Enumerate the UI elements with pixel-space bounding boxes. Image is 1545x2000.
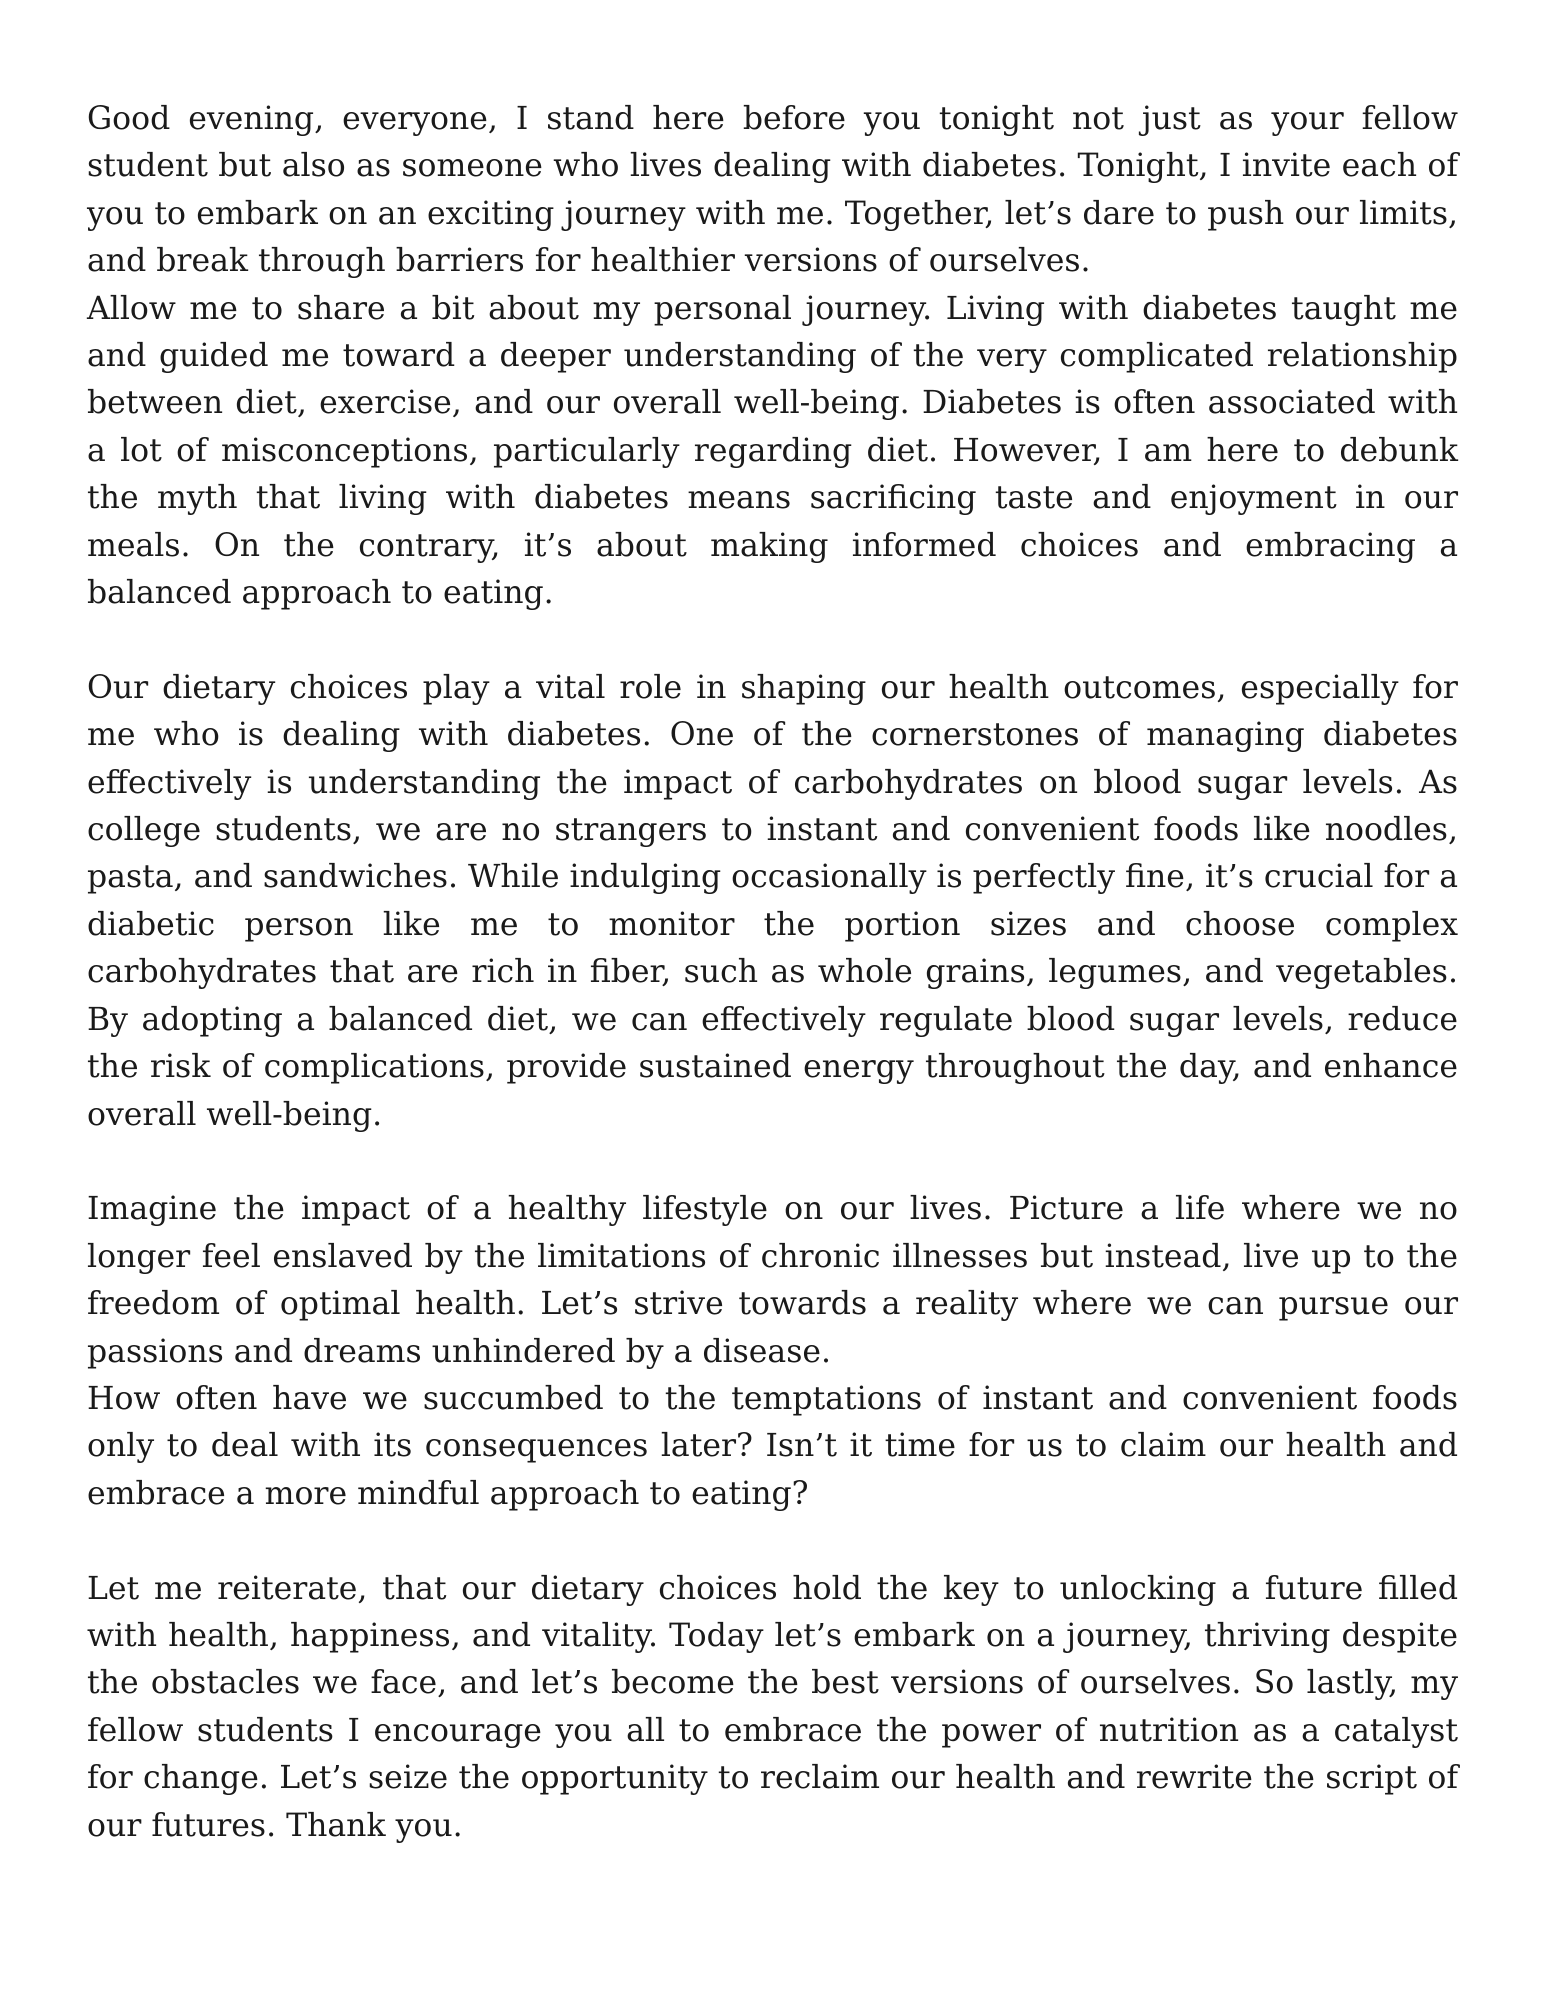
paragraph-temptations-question: How often have we succumbed to the temptations of instant and convenient foods only to deal with its consequences later? Isn’t it time for us to claim our health and embrace a more mindful approach to eating? xyxy=(87,1380,1458,1512)
paragraph-personal-journey: Allow me to share a bit about my personal journey. Living with diabetes taught me and guided me toward a deeper understanding of the very complicated relationship between diet, exercise, and our overall well-being. Diabetes is often associated with a lot of misconceptions, particularly regarding diet. However, I am here to debunk the myth that living with diabetes means sacrificing taste and enjoyment in our meals. On the contrary, it’s about making informed choices and embracing a balanced approach to eating. xyxy=(87,290,1458,612)
paragraph-opening-greeting: Good evening, everyone, I stand here before you tonight not just as your fellow student but also as someone who lives dealing with diabetes. Tonight, I invite each of you to embark on an exciting journey with me. Together, let’s dare to push our limits, and break through barriers for healthier versions of ourselves. xyxy=(87,101,1458,280)
paragraph-closing: Let me reiterate, that our dietary choices hold the key to unlocking a future filled with health, happiness, and vitality. Today let’s embark on a journey, thriving despite the obstacles we face, and let’s become the best versions of ourselves. So lastly, my fellow students I encourage you all to embrace the power of nutrition as a catalyst for change. Let’s seize the opportunity to reclaim our health and rewrite the script of our futures. Thank you. xyxy=(87,1570,1458,1844)
document-page xyxy=(87,96,1458,1850)
paragraph-dietary-choices: Our dietary choices play a vital role in shaping our health outcomes, especially for me who is dealing with diabetes. One of the cornerstones of managing diabetes effectively is understanding the impact of carbohydrates on blood sugar levels. As college students, we are no strangers to instant and convenient foods like noodles, pasta, and sandwiches. While indulging occasionally is perfectly fine, it’s crucial for a diabetic person like me to monitor the portion sizes and choose complex carbohydrates that are rich in fiber, such as whole grains, legumes, and vegetables. By adopting a balanced diet, we can effectively regulate blood sugar levels, reduce the risk of complications, provide sustained energy throughout the day, and enhance overall well-being. xyxy=(87,669,1458,1133)
paragraph-healthy-lifestyle: Imagine the impact of a healthy lifestyle on our lives. Picture a life where we no longer feel enslaved by the limitations of chronic illnesses but instead, live up to the freedom of optimal health. Let’s strive towards a reality where we can pursue our passions and dreams unhindered by a disease. xyxy=(87,1191,1458,1370)
